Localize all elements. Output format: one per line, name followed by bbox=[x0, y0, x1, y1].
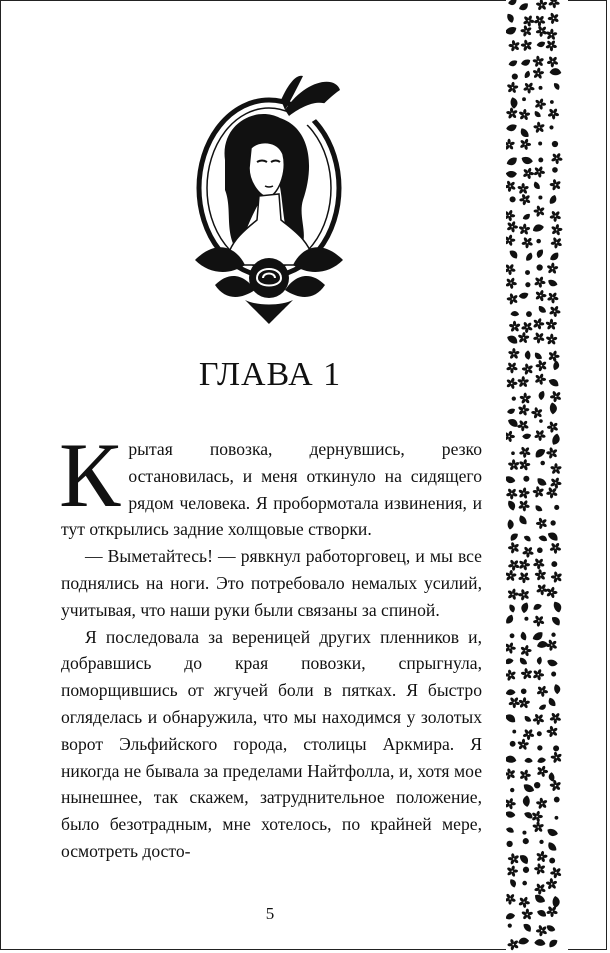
paragraph-1-text: рытая повозка, дернувшись, резко остановилась, и меня откинуло на сидящего рядом человека. Я пробормотала извинения, и тут открылись задние холщовые створки. bbox=[61, 439, 482, 540]
drop-cap: К bbox=[59, 424, 121, 526]
chapter-title: ГЛАВА 1 bbox=[198, 356, 342, 393]
chapter-text bbox=[59, 424, 482, 865]
fairy-portrait-illustration bbox=[185, 70, 365, 325]
floral-pattern-icon bbox=[506, 0, 568, 953]
page-number: 5 bbox=[265, 904, 275, 923]
paragraph-2: — Выметайтесь! — рявкнул работорговец, и мы все поднялись на ноги. Это потребовало немалых усилий, учитывая, что наши руки были связаны за спиной. bbox=[61, 546, 482, 620]
fairy-portrait-icon bbox=[185, 70, 365, 325]
paragraph-1 bbox=[59, 424, 482, 543]
floral-border-strip bbox=[506, 0, 568, 953]
paragraph-3: Я последовала за вереницей других пленников и, добравшись до края повозки, спрыгнула, поморщившись от жгучей боли в пятках. Я быстро огляделась и обнаружила, что мы находимся у золотых ворот Эльфийского города, столицы Аркмира. Я никогда не бывала за пределами Найтфолла, и, хотя мое нынешнее, так скажем, затруднительное положение, было безотрадным, мне хотелось, по крайней мере, осмотреть досто- bbox=[61, 626, 482, 861]
